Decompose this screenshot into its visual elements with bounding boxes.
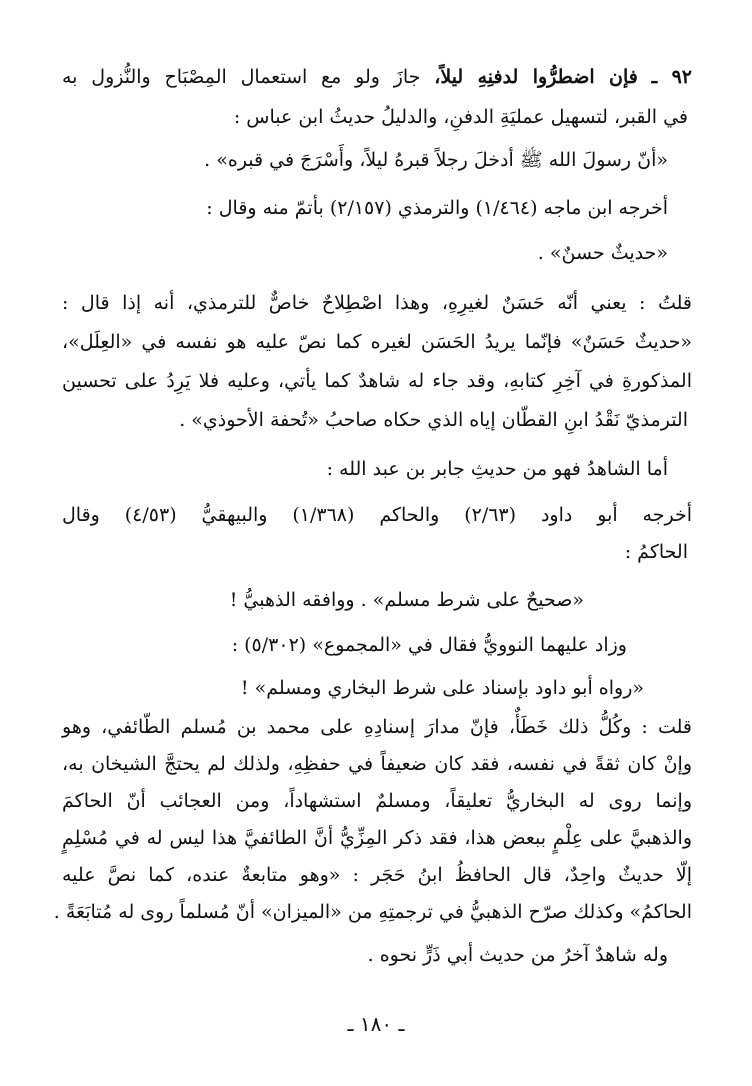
text-line: الحاكمُ» وكذلك صرّح الذهبيُّ في ترجمتِهِ من «الميزان» أنّ مُسلماً روى له مُتابَعَةً . — [53, 901, 692, 923]
text-line — [62, 62, 692, 92]
quote-line: «حديثٌ حسنٌ» . — [537, 242, 668, 264]
hadith-quote: «أنّ رسولَ الله ﷺ أدخلَ رجلاً قبرهُ ليلاً، وأَسْرَجَ في قبره» . — [204, 149, 668, 171]
text-line: والذهبيَّ على عِلْمٍ ببعض هذا، فقد ذكر المِزِّيُّ أنَّ الطائفيَّ هذا ليس له في مُسْلِمٍ — [62, 827, 692, 849]
hadith-number: ٩٢ ـ — [651, 66, 692, 88]
text-line: وله شاهدٌ آخرُ من حديث أبي ذَرٍّ نحوه . — [367, 944, 668, 966]
text-line: وزاد عليهما النوويُّ فقال في «المجموع» (٥/٣٠٢) : — [231, 634, 627, 656]
text-span: جازَ ولو مع استعمال المِصْبَاح والنُّزول به — [62, 66, 421, 88]
text-line: الترمذيّ نَقْدُ ابنِ القطّان إياه الذي حكاه صاحبُ «تُحفة الأحوذي» . — [179, 409, 688, 431]
text-line: أخرجه ابن ماجه (١/٤٦٤) والترمذي (٢/١٥٧) بأتمّ منه وقال : — [206, 197, 668, 219]
text-line: قلت : وكُلُّ ذلك خَطَأٌ، فإنّ مدارَ إسنادِهِ على محمد بن مُسلم الطّائفي، وهو — [62, 716, 692, 738]
text-line: في القبر، لتسهيل عمليَةِ الدفنِ، والدليلُ حديثُ ابن عباس : — [233, 106, 688, 128]
quote-line: «صحيحٌ على شرط مسلم» . ووافقه الذهبيُّ ! — [229, 589, 584, 611]
text-line: وإنما روى له البخاريُّ تعليقاً، ومسلمٌ استشهاداً، ومن العجائب أنّ الحاكمَ — [62, 790, 692, 812]
text-line: إلّا حديثٌ واحِدٌ، قال الحافظُ ابنُ حَجَر : «وهو متابعةٌ عنده، كما نصَّ عليه — [62, 864, 692, 886]
quote-line: «رواه أبو داود بإسناد على شرط البخاري ومسلم» ! — [240, 677, 644, 699]
text-line: المذكورةِ في آخِرِ كتابهِ، وقد جاء له شاهدٌ كما يأتي، وعليه فلا يَرِدُ على تحسين — [62, 370, 692, 392]
section-heading: فإن اضطرُّوا لدفنِهِ ليلاً، — [434, 66, 638, 88]
text-line: وإنْ كان ثقةً في نفسه، فقد كان ضعيفاً في حفظِهِ، ولذلك لم يحتجَّ الشيخان به، — [62, 753, 692, 775]
text-line: الحاكمُ : — [624, 541, 688, 563]
text-line: قلتُ : يعني أنّه حَسَنٌ لغيرِهِ، وهذا اصْطِلاحٌ خاصٌّ للترمذي، أنه إذا قال : — [62, 292, 692, 314]
text-line: أما الشاهدُ فهو من حديثِ جابر بن عبد الله : — [326, 458, 668, 480]
text-line: أخرجه أبو داود (٢/٦٣) والحاكم (١/٣٦٨) والبيهقيُّ (٤/٥٣) وقال — [62, 504, 692, 526]
page-number: ـ ١٨٠ ـ — [347, 1012, 405, 1036]
text-line: «حديثٌ حَسَنٌ» فإنّما يريدُ الحَسَن لغيره كما نصّ عليه هو نفسه في «العِلَل»، — [62, 331, 692, 353]
